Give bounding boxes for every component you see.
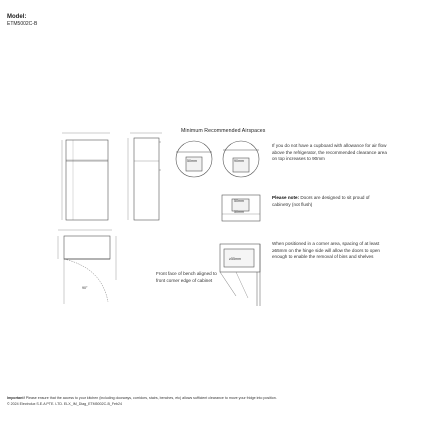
top-view-drawing	[58, 230, 116, 304]
door-angle-label: 90°	[82, 286, 88, 290]
corner-note: When positioned in a corner area, spacing of at least ≥55mm on the hinge side will allow the doors to open enough to enable the removal of bins and shelves	[272, 241, 380, 260]
clearance-label-right: 90mm	[234, 159, 244, 163]
please-note-label: Please note:	[272, 195, 300, 200]
corner-gap-label: ≥55mm	[229, 257, 241, 261]
side-top-label: 50mm	[234, 199, 244, 203]
corner-detail	[220, 244, 260, 306]
bench-note: Front face of bench aligned to front corner edge of cabinet	[156, 271, 217, 283]
airspaces-title: Minimum Recommended Airspaces	[181, 128, 266, 134]
footer	[7, 396, 427, 407]
side-view-drawing	[128, 133, 162, 220]
model-label: Model:	[7, 14, 27, 20]
copyright: © 2024 Electrolux S.E.A PTE. LTD. ELX_IM_Diag_ETM5002C-B_Feb24	[7, 401, 123, 406]
important-text: Please ensure that the access to your kitchen (including doorways, corridors, stairs, benches, etc) allows sufficient clearance to move your fridge into position.	[25, 396, 277, 400]
cupboard-note: If you do not have a cupboard with allowance for air flow above the refrigerator, the recommended clearance area on top increases to 90mm	[272, 143, 387, 162]
please-note-text: Doors are designed to sit proud of cabinetry (not flush)	[272, 195, 370, 207]
important-label: Important!	[7, 396, 25, 400]
please-note	[272, 195, 387, 208]
side-bottom-label: 50mm	[234, 210, 244, 214]
model-code: ETM5002C-B	[7, 21, 38, 27]
front-view-drawing	[62, 133, 110, 220]
clearance-label-left: 50mm	[187, 159, 197, 163]
